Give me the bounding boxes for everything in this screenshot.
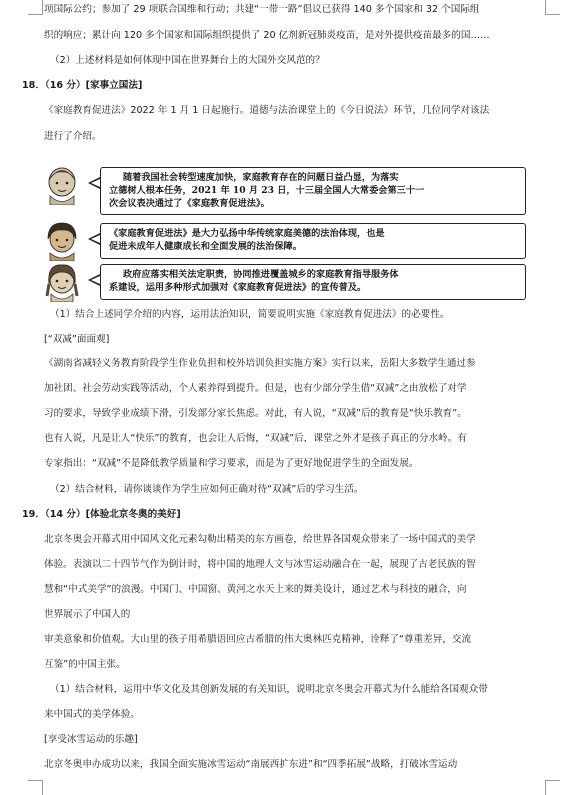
- page-corner-mark: [28, 0, 43, 15]
- text-line: 专家指出：“双减”不是降低教学质量和学习要求，而是为了更好地促进学生的全面发展。: [44, 458, 419, 469]
- text-line: 项国际公约；参加了 29 项联合国维和行动；共建“一带一路”倡议已获得 140 多个国家和 32 个国际组: [44, 4, 480, 15]
- text-line: 织的响应；累计向 120 多个国家和国际组织提供了 20 亿剂新冠肺炎疫苗，是对外提供疫苗最多的国……: [44, 30, 490, 41]
- text-line: 北京冬奥会开幕式用中国风文化元素勾勒出精美的东方画卷，给世界各国观众带来了一场中国式的美学: [44, 534, 476, 545]
- student-avatar-icon: [44, 221, 80, 261]
- text-line: 加社团、社会劳动实践等活动，个人素养得到提升。但是，也有少部分学生借“双减”之由放松了对学: [44, 383, 467, 394]
- text-line: 习的要求，导致学业成绩下滑，引发部分家长焦虑。对此，有人说，“双减”后的教育是“快乐教育”。: [44, 408, 467, 419]
- speech-text: 随着我国社会转型速度加快，家庭教育存在的问题日益凸显，为落实: [123, 172, 399, 183]
- page-corner-mark: [28, 780, 43, 795]
- speech-text: 促进未成年人健康成长和全面发展的法治保障。: [109, 241, 302, 252]
- student-speech-3: [44, 262, 554, 302]
- student-speech-1: [44, 165, 554, 217]
- text-line: 体验。表演以二十四节气作为倒计时，将中国的地理人文与冰雪运动融合在一起，展现了古老民族的智: [44, 559, 476, 570]
- text-line: 互鉴”的中国主张。: [44, 659, 126, 670]
- speech-bubble: [100, 264, 526, 300]
- student-avatar-icon: [44, 165, 80, 205]
- speech-bubble: [100, 167, 526, 215]
- text-line: 北京冬奥申办成功以来，我国全面实施冰雪运动“南展西扩东进”和“四季拓展”战略，打破冰雪运动: [44, 759, 458, 770]
- student-speech-2: [44, 221, 554, 261]
- question-prompt: （2）上述材料是如何体现中国在世界舞台上的大国外交风范的？: [50, 55, 325, 66]
- page-corner-mark: [545, 780, 560, 795]
- section-heading: [享受冰雪运动的乐趣]: [44, 734, 138, 745]
- speech-text: 次会议表决通过了《家庭教育促进法》。: [109, 198, 270, 209]
- speech-text: 《家庭教育促进法》是大力弘扬中华传统家庭美德的法治体现，也是: [109, 228, 385, 239]
- text-line: 进行了介绍。: [44, 131, 102, 142]
- student-avatar-icon: [44, 262, 80, 302]
- section-heading: [“双减”面面观]: [44, 334, 110, 345]
- speech-bubble: [100, 223, 526, 259]
- question-prompt: （2）结合材料，请你谈谈作为学生应如何正确对待“双减”后的学习生活。: [50, 484, 364, 495]
- text-line: 《湖南省减轻义务教育阶段学生作业负担和校外培训负担实施方案》实行以来，岳阳大多数学生通过参: [44, 358, 476, 369]
- question-prompt: （1）结合材料，运用中华文化及其创新发展的有关知识，说明北京冬奥会开幕式为什么能给各国观众带: [50, 684, 488, 695]
- question-title-18: 18．（16 分）[家事立国法]: [22, 80, 143, 91]
- text-line: 也有人说，凡是让人“快乐”的教育，也会让人后悔，“双减”后，课堂之外才是孩子真正的分水岭。有: [44, 433, 467, 444]
- question-title-19: 19．（14 分）[体验北京冬奥的美好]: [22, 509, 181, 520]
- question-prompt: （1）结合上述同学介绍的内容，运用法治知识，简要说明实施《家庭教育促进法》的必要性。: [50, 309, 450, 320]
- speech-text: 立德树人根本任务，2021 年 10 月 23 日，十三届全国人大常委会第三十一: [109, 185, 425, 196]
- speech-text: 系建设，运用多种形式加强对《家庭教育促进法》的宣传普及。: [109, 282, 367, 293]
- text-line: 审美意象和价值观。大山里的孩子用希腊语回应古希腊的伟大奥林匹克精神，诠释了“尊重差异，交流: [44, 634, 472, 645]
- text-line: 《家庭教育促进法》2022 年 1 月 1 日起施行。道德与法治课堂上的《今日说法》环节，几位同学对该法: [44, 105, 490, 116]
- text-line: 世界展示了中国人的: [44, 609, 131, 620]
- text-line: 慧和“中式美学”的浪漫。中国门、中国窗、黄河之水天上来的舞美设计，通过艺术与科技的融合，向: [44, 584, 467, 595]
- speech-text: 政府应落实相关法定职责，协同推进覆盖城乡的家庭教育指导服务体: [123, 269, 399, 280]
- question-prompt: 来中国式的美学体验。: [44, 709, 140, 720]
